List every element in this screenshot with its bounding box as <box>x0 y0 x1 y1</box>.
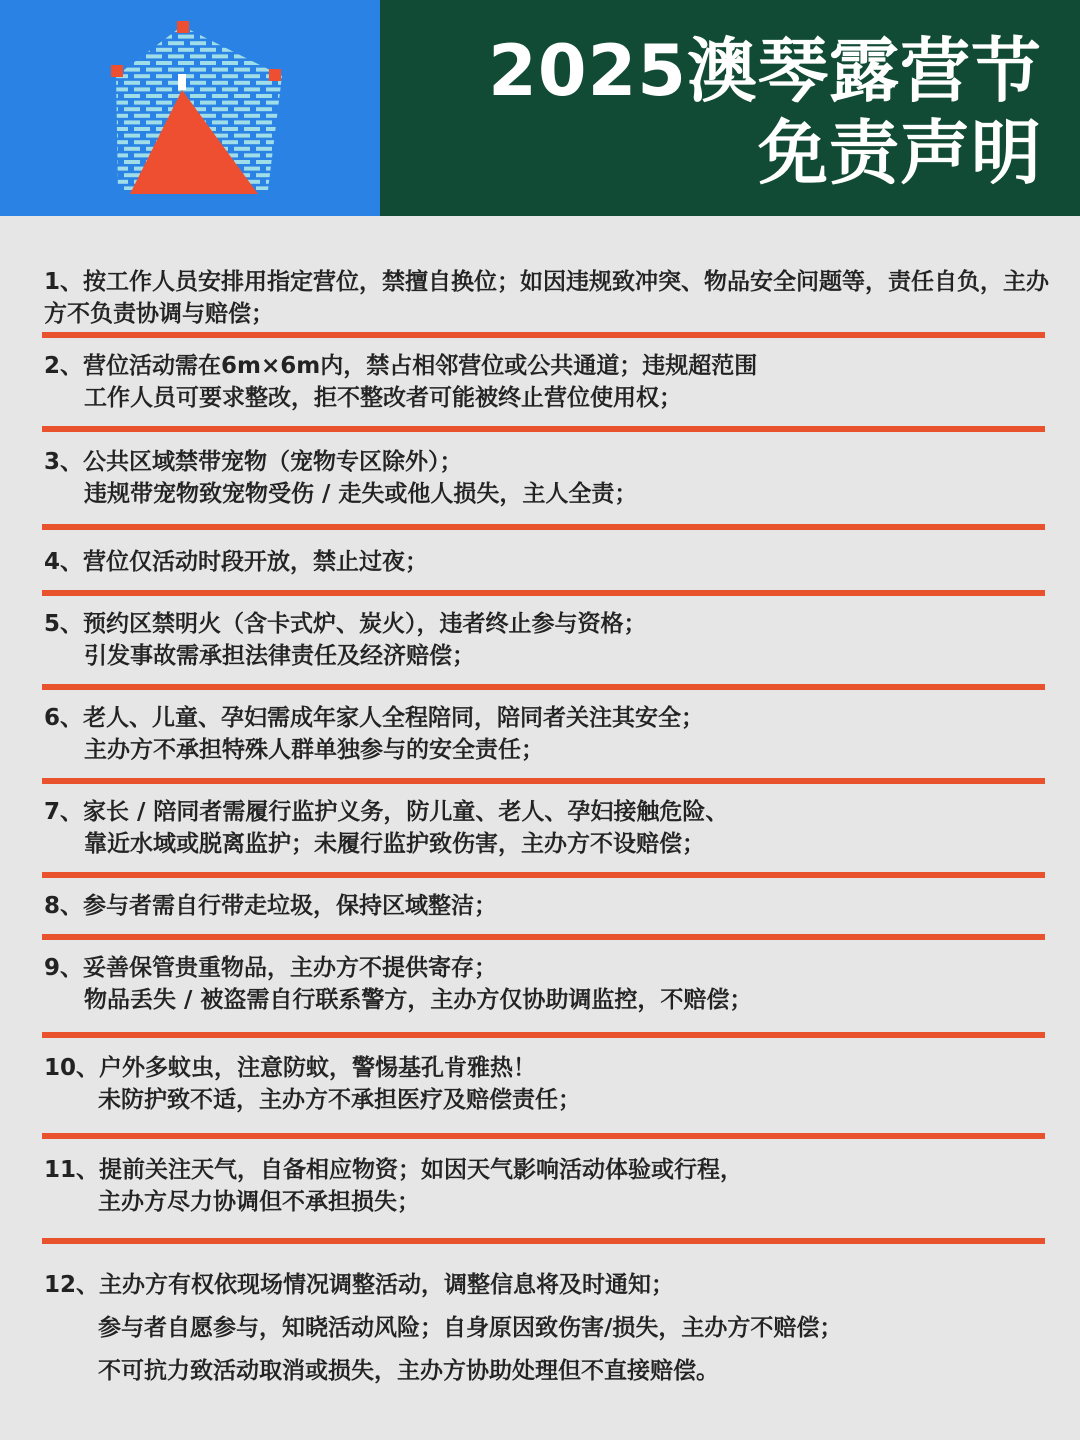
disclaimer-item <box>44 890 1064 922</box>
disclaimer-item <box>44 1264 1064 1393</box>
title-line-2: 免责声明 <box>758 112 1042 194</box>
disclaimer-item <box>44 266 1064 330</box>
disclaimer-line: 5、预约区禁明火（含卡式炉、炭火），违者终止参与资格； <box>44 611 647 637</box>
tent-icon <box>100 18 300 203</box>
disclaimer-item <box>44 796 1064 860</box>
disclaimer-line: 11、提前关注天气，自备相应物资；如因天气影响活动体验或行程， <box>44 1157 744 1183</box>
disclaimer-line: 参与者自愿参与，知晓活动风险；自身原因致伤害/损失，主办方不赔偿； <box>98 1315 843 1341</box>
disclaimer-line: 违规带宠物致宠物受伤 / 走失或他人损失，主人全责； <box>84 481 638 507</box>
disclaimer-line: 不可抗力致活动取消或损失，主办方协助处理但不直接赔偿。 <box>98 1358 719 1384</box>
header-logo-panel <box>0 0 380 216</box>
disclaimer-line: 10、户外多蚊虫，注意防蚊，警惕基孔肯雅热！ <box>44 1055 537 1081</box>
separator-line <box>42 590 1045 596</box>
separator-line <box>42 524 1045 530</box>
separator-line <box>42 1238 1045 1244</box>
disclaimer-line: 8、参与者需自行带走垃圾，保持区域整洁； <box>44 893 498 919</box>
separator-line <box>42 1032 1045 1038</box>
disclaimer-item <box>44 702 1064 766</box>
disclaimer-line: 6、老人、儿童、孕妇需成年家人全程陪同，陪同者关注其安全； <box>44 705 705 731</box>
separator-line <box>42 778 1045 784</box>
disclaimer-line: 1、按工作人员安排用指定营位，禁擅自换位；如因违规致冲突、物品安全问题等，责任自负，主办方不负责协调与赔偿； <box>44 269 1050 327</box>
separator-line <box>42 426 1045 432</box>
header <box>0 0 1080 216</box>
disclaimer-line: 2、营位活动需在6m×6m内，禁占相邻营位或公共通道；违规超范围 <box>44 353 758 379</box>
disclaimer-line: 4、营位仅活动时段开放，禁止过夜； <box>44 549 429 575</box>
disclaimer-line: 3、公共区域禁带宠物（宠物专区除外）； <box>44 449 463 475</box>
page-title <box>488 30 1042 194</box>
header-title-panel <box>380 0 1080 216</box>
separator-line <box>42 332 1045 338</box>
disclaimer-line: 12、主办方有权依现场情况调整活动，调整信息将及时通知； <box>44 1272 675 1298</box>
disclaimer-line: 物品丢失 / 被盗需自行联系警方，主办方仅协助调监控，不赔偿； <box>84 987 753 1013</box>
disclaimer-line: 引发事故需承担法律责任及经济赔偿； <box>84 643 475 669</box>
disclaimer-item <box>44 546 1064 578</box>
disclaimer-item <box>44 1154 1064 1218</box>
title-line-1: 2025澳琴露营节 <box>488 30 1042 112</box>
disclaimer-item <box>44 608 1064 672</box>
disclaimer-line: 9、妥善保管贵重物品，主办方不提供寄存； <box>44 955 498 981</box>
disclaimer-line: 靠近水域或脱离监护；未履行监护致伤害，主办方不设赔偿； <box>84 831 705 857</box>
disclaimer-item <box>44 952 1064 1016</box>
disclaimer-line: 7、家长 / 陪同者需履行监护义务，防儿童、老人、孕妇接触危险、 <box>44 799 729 825</box>
separator-line <box>42 1133 1045 1139</box>
disclaimer-item <box>44 446 1064 510</box>
separator-line <box>42 684 1045 690</box>
disclaimer-item <box>44 350 1064 414</box>
disclaimer-line: 未防护致不适，主办方不承担医疗及赔偿责任； <box>98 1087 581 1113</box>
separator-line <box>42 934 1045 940</box>
disclaimer-line: 工作人员可要求整改，拒不整改者可能被终止营位使用权； <box>84 385 682 411</box>
disclaimer-line: 主办方不承担特殊人群单独参与的安全责任； <box>84 737 544 763</box>
separator-line <box>42 872 1045 878</box>
disclaimer-line: 主办方尽力协调但不承担损失； <box>98 1189 420 1215</box>
disclaimer-item <box>44 1052 1064 1116</box>
